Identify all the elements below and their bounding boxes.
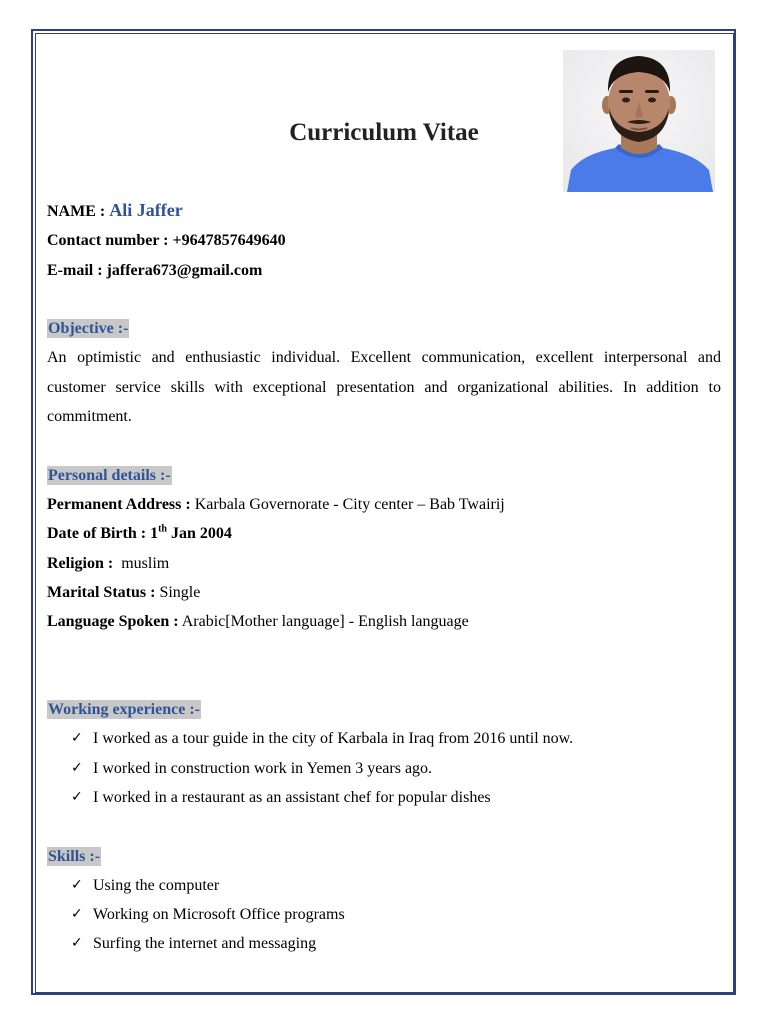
objective-text: An optimistic and enthusiastic individual. Excellent communication, excellent interpersonal and customer service skills with exceptional presentation and organizational abilities. In addition to commitment. [47,349,721,426]
experience-heading: Working experience :- [48,701,200,719]
skills-heading-line [47,842,721,871]
religion-line [47,549,721,578]
address-value: Karbala Governorate - City center – Bab Twairij [194,495,505,513]
skills-list [47,871,721,959]
experience-list [47,724,721,812]
list-item [71,900,721,929]
dob-day: 1 [150,525,159,543]
experience-item-text: I worked as a tour guide in the city of Karbala in Iraq from 2016 until now. [93,730,574,748]
check-icon: ✓ [71,906,83,923]
phone-value: +9647857649640 [172,232,286,250]
check-icon: ✓ [71,788,83,805]
list-item [71,871,721,900]
cv-content [47,196,721,959]
marital-value: Single [159,583,201,601]
skill-item-text: Using the computer [93,876,220,894]
personal-heading-line [47,461,721,490]
language-label: Language Spoken : [47,613,179,631]
objective-heading-line [47,314,721,343]
name-value: Ali Jaffer [109,200,183,220]
page-title: Curriculum Vitae [289,119,479,146]
phone-line [47,226,721,255]
dob-label: Date of Birth : [47,525,147,543]
list-item [71,783,721,812]
check-icon: ✓ [71,935,83,952]
experience-heading-line [47,695,721,724]
marital-label: Marital Status : [47,583,156,601]
list-item [71,724,721,753]
name-label: NAME : [47,203,106,220]
address-label: Permanent Address : [47,495,191,513]
email-line [47,256,721,285]
dob-suffix: th [158,523,167,535]
dob-line [47,519,721,548]
name-line [47,196,721,226]
language-value: Arabic[Mother language] - English language [181,613,469,631]
check-icon: ✓ [71,730,83,747]
marital-line [47,578,721,607]
list-item [71,754,721,783]
dob-rest: Jan 2004 [171,525,232,543]
list-item [71,929,721,958]
skills-heading: Skills :- [48,847,101,865]
experience-item-text: I worked in a restaurant as an assistant chef for popular dishes [93,788,491,806]
objective-heading: Objective :- [48,320,129,338]
religion-label: Religion : [47,554,114,572]
address-line [47,490,721,519]
check-icon: ✓ [71,759,83,776]
skill-item-text: Surfing the internet and messaging [93,935,317,953]
religion-value: muslim [121,554,170,572]
check-icon: ✓ [71,876,83,893]
skill-item-text: Working on Microsoft Office programs [93,906,345,924]
personal-heading: Personal details :- [48,466,171,484]
email-value: jaffera673@gmail.com [106,261,263,279]
language-line [47,607,721,636]
experience-item-text: I worked in construction work in Yemen 3 years ago. [93,759,433,777]
phone-label: Contact number : [47,232,169,250]
email-label: E-mail : [47,261,103,279]
